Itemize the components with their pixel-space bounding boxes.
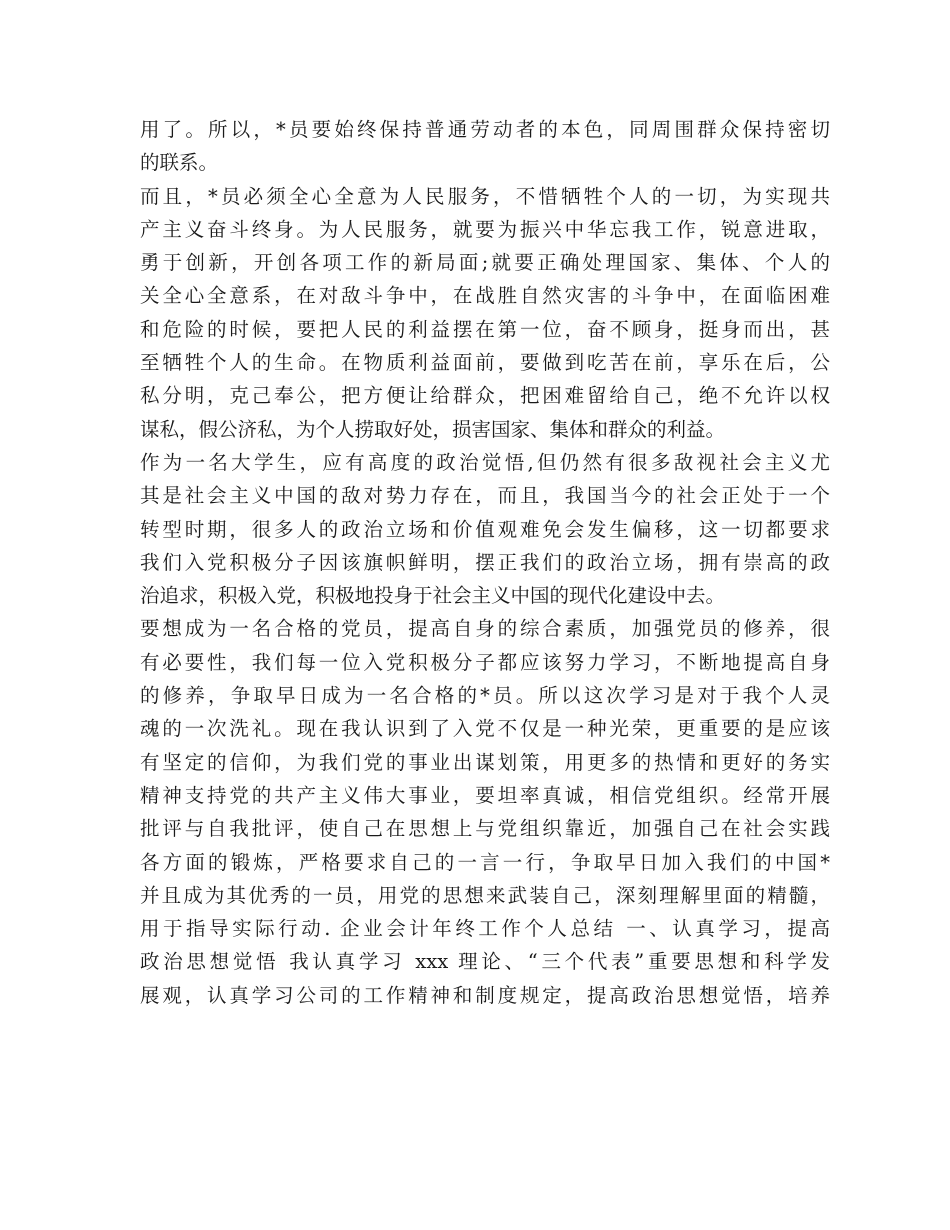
text-line: 至牺牲个人的生命。在物质利益面前，要做到吃苦在前，享乐在后，公 (140, 351, 830, 375)
text-line: 批评与自我批评，使自己在思想上与党组织靠近，加强自己在社会实践 (140, 817, 830, 841)
text-line: 转型时期，很多人的政治立场和价值观难免会发生偏移，这一切都要求 (140, 517, 830, 541)
text-line: 魂的一次洗礼。现在我认识到了入党不仅是一种光荣，更重要的是应该 (140, 717, 830, 741)
text-line: 而且，*员必须全心全意为人民服务，不惜牺牲个人的一切，为实现共 (140, 184, 830, 208)
text-line: 的修养，争取早日成为一名合格的*员。所以这次学习是对于我个人灵 (140, 684, 830, 708)
text-line: 勇于创新，开创各项工作的新局面;就要正确处理国家、集体、个人的 (140, 251, 830, 275)
text-line: 作为一名大学生，应有高度的政治觉悟,但仍然有很多敌视社会主义尤 (140, 450, 830, 474)
text-line: 的联系。 (140, 151, 219, 175)
text-line: 展观，认真学习公司的工作精神和制度规定，提高政治思想觉悟，培养 (140, 983, 830, 1007)
text-line: 有必要性，我们每一位入党积极分子都应该努力学习，不断地提高自身 (140, 650, 830, 674)
text-line: 精神支持党的共产主义伟大事业，要坦率真诚，相信党组织。经常开展 (140, 783, 830, 807)
text-line: 私分明，克己奉公，把方便让给群众，把困难留给自己，绝不允许以权 (140, 384, 830, 408)
text-line: 关全心全意系，在对敌斗争中，在战胜自然灾害的斗争中，在面临困难 (140, 284, 830, 308)
text-line: 治追求，积极入党，积极地投身于社会主义中国的现代化建设中去。 (140, 584, 726, 608)
text-line: 用了。所以，*员要始终保持普通劳动者的本色，同周围群众保持密切 (140, 118, 830, 141)
text-line: 我们入党积极分子因该旗帜鲜明，摆正我们的政治立场，拥有崇高的政 (140, 550, 830, 574)
text-line: 并且成为其优秀的一员，用党的思想来武装自己，深刻理解里面的精髓， (140, 883, 830, 907)
text-line: 政治思想觉悟 我认真学习 xxx 理论、“三个代表”重要思想和科学发 (140, 950, 830, 974)
text-line: 用于指导实际行动. 企业会计年终工作个人总结 一、认真学习，提高 (140, 917, 830, 941)
text-line: 产主义奋斗终身。为人民服务，就要为振兴中华忘我工作，锐意进取， (140, 217, 830, 241)
text-line: 谋私，假公济私，为个人捞取好处，损害国家、集体和群众的利益。 (140, 417, 726, 441)
text-line: 各方面的锻炼，严格要求自己的一言一行，争取早日加入我们的中国* (140, 850, 830, 874)
text-line: 有坚定的信仰，为我们党的事业出谋划策，用更多的热情和更好的务实 (140, 750, 830, 774)
document-body (140, 113, 830, 1012)
text-line: 和危险的时候，要把人民的利益摆在第一位，奋不顾身，挺身而出，甚 (140, 317, 830, 341)
text-line: 要想成为一名合格的党员，提高自身的综合素质，加强党员的修养，很 (140, 617, 830, 641)
text-line: 其是社会主义中国的敌对势力存在，而且，我国当今的社会正处于一个 (140, 484, 830, 508)
